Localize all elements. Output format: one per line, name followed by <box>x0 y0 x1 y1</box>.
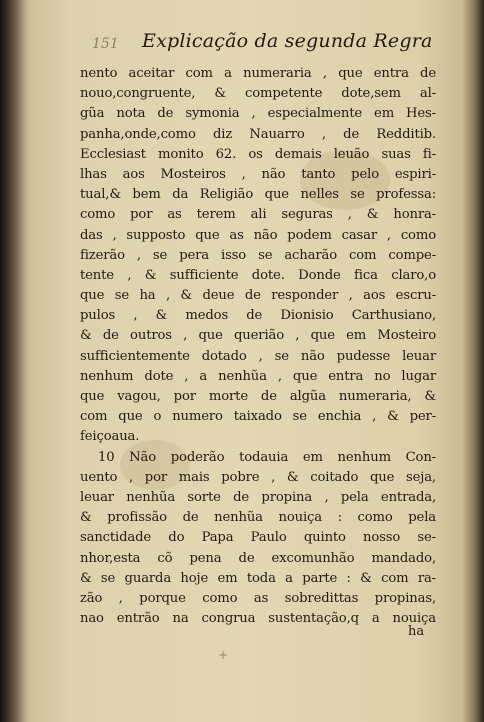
page-header <box>92 30 433 60</box>
text-line: zão , porque como as sobredittas propinas, <box>80 590 436 606</box>
text-line: como por as terem ali seguras , & honra- <box>80 207 436 223</box>
gutter-shadow <box>0 0 30 722</box>
text-line: panha,onde,como diz Nauarro , de Redditib. <box>80 126 436 142</box>
text-line: Ecclesiast monito 62. os demais leuão suas fi- <box>80 146 436 162</box>
text-line: nouo,congruente, & competente dote,sem al- <box>80 86 436 102</box>
text-line: nhor,esta cõ pena de excomunhão mandado, <box>80 550 436 566</box>
paragraph-start-line: 10 Não poderão todauia em nenhum Con- <box>98 449 436 465</box>
catchword: ha <box>408 624 425 639</box>
text-line: tual,& bem da Religião que nelles se professa: <box>80 187 436 203</box>
text-line: pulos , & medos de Dionisio Carthusiano, <box>80 308 436 324</box>
text-line: que vagou, por morte de algũa numeraria, & <box>80 389 436 404</box>
text-line: das , supposto que as não podem casar , como <box>80 227 436 243</box>
text-line: sufficientemente dotado , se não pudesse leuar <box>80 348 436 364</box>
body-text <box>80 64 436 629</box>
page-number: 151 <box>92 36 119 52</box>
text-line: & de outros , que querião , que em Mosteiro <box>80 328 436 344</box>
text-line: tente , & sufficiente dote. Donde fica claro,o <box>80 267 436 283</box>
text-line: nao entrão na congrua sustentação,q a nouiça <box>80 611 436 627</box>
text-line: leuar nenhũa sorte de propina , pela entrada, <box>80 489 436 505</box>
text-line: gũa nota de symonia , especialmente em Hes- <box>80 106 436 122</box>
signature-mark: + <box>218 648 229 662</box>
text-line: nenhum dote , a nenhũa , que entra no lugar <box>80 368 436 384</box>
text-line: feiçoaua. <box>80 429 140 445</box>
text-line: & profissão de nenhũa nouiça : como pela <box>80 510 436 526</box>
text-line: & se guarda hoje em toda a parte : & com ra- <box>80 570 436 586</box>
running-head: Explicação da segunda Regra <box>142 30 433 52</box>
text-line: com que o numero taixado se enchia , & per- <box>80 409 436 425</box>
text-line: uento , por mais pobre , & coitado que seja, <box>80 469 436 485</box>
text-line: que se ha , & deue de responder , aos escru- <box>80 288 436 304</box>
text-line: lhas aos Mosteiros , não tanto pelo espiri- <box>80 166 436 182</box>
text-line: nento aceitar com a numeraria , que entra de <box>80 66 436 81</box>
text-line: sanctidade do Papa Paulo quinto nosso se- <box>80 530 436 546</box>
text-line: fizerão , se pera isso se acharão com compe- <box>80 247 436 263</box>
